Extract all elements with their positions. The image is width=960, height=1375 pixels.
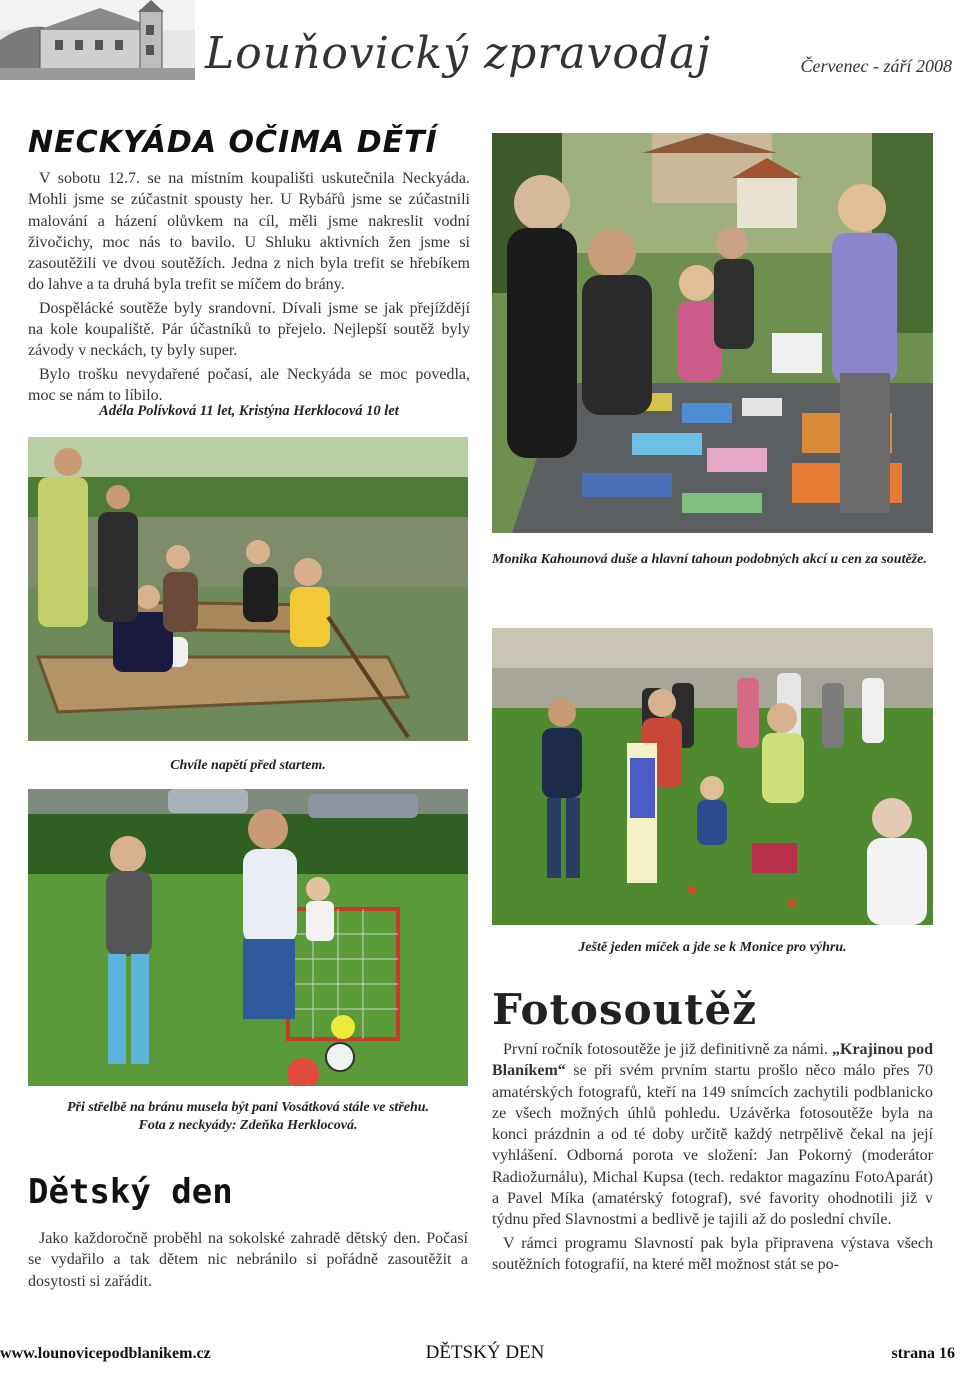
photo-prize-table <box>492 133 933 533</box>
newsletter-title: Louňovický zpravodaj <box>205 28 711 79</box>
photo-goal-shooting <box>28 789 468 1086</box>
paragraph-text: se při svém prvním startu prošlo něco málo přes 70 amatérských fotografů, kteří na 149 snímcích zachytili podblanicko ze všech možných úhlů pohledu. Uzávěrka fotosoutěže byla na konci prázdnin a od té doby určitě každý netrpělivě čekal na její vyhlášení. Odborná porota ve složení: Jan Pokorný (moderátor Radiožurnálu), Michal Kupsa (tech. redaktor magazínu FotoAparát) a Pavel Míka (amatérský fotograf), své favority ohodnotili již v týdnu před Slavnostmi a bedlivě je tajili až do poslední chvíle. <box>492 1062 933 1229</box>
photo-credit: Fota z neckyády: Zdeňka Herklocová. <box>138 1118 358 1133</box>
photo-boats <box>28 437 468 741</box>
caption-boats: Chvíle napětí před startem. <box>170 758 326 773</box>
footer-website-link[interactable]: www.lounovicepodblanikem.cz <box>0 1345 211 1362</box>
heading-fotosoutez: Fotosoutěž <box>492 985 758 1034</box>
footer-page-number: strana 16 <box>891 1345 955 1362</box>
caption-line: Při střelbě na bránu musela být pani Vosátková stále ve střehu. <box>66 1100 430 1115</box>
caption-prize-table: Monika Kahounová duše a hlavní tahoun podobných akcí u cen za soutěže. <box>492 552 927 567</box>
heading-detsky-den: Dětský den <box>28 1172 233 1212</box>
caption-goal-shooting <box>28 1099 468 1135</box>
article-signature: Adéla Polívková 11 let, Kristýna Herklocová 10 let <box>99 403 399 419</box>
paragraph: Dospělácké soutěže byly srandovní. Dívali jsme se jak přejíždějí na kole koupaliště. Pár účastníků to přejelo. Nejlepší soutěž byly závody v neckách, ty byly super. <box>28 299 470 360</box>
photo-ball-game <box>492 628 933 925</box>
paragraph <box>492 1039 933 1231</box>
article-detsky-den-body <box>28 1228 468 1292</box>
article-neckyada-body <box>28 168 470 406</box>
paragraph: Jako každoročně proběhl na sokolské zahradě dětský den. Počasí se vydařilo a tak dětem nic nebránilo si pořádně zasoutěžit a dosytosti si zařádit. <box>28 1230 468 1290</box>
issue-date: Červenec - září 2008 <box>800 56 952 76</box>
masthead-photo <box>0 0 195 80</box>
paragraph: Bylo trošku nevydařené počasí, ale Neckyáda se moc povedla, moc se nám to líbilo. <box>28 365 470 404</box>
caption-ball-game: Ještě jeden míček a jde se k Monice pro výhru. <box>578 940 847 955</box>
footer-section-name: DĚTSKÝ DEN <box>425 1342 545 1363</box>
article-fotosoutez-body <box>492 1039 933 1275</box>
contest-name: „Krajinou pod Blaníkem“ <box>492 1041 933 1080</box>
paragraph: V sobotu 12.7. se na místním koupališti uskutečnila Neckyáda. Mohli jsme se zúčastnit spousty her. U Rybářů jsme se zúčastnili malování a házení olůvkem na cíl, měli jsme nakreslit vodní živočichy, moc nás to bavilo. U Shluku aktivních žen jsme si zasoutěžili ve dvou soutěžích. Jedna z nich byla trefit se hřebíkem do lahve a ta druhá byla trefit se míčem do brány. <box>28 170 470 294</box>
paragraph: V rámci programu Slavností pak byla připravena výstava všech soutěžních fotografií, na které měl možnost stát se po- <box>492 1234 933 1273</box>
paragraph-text: První ročník fotosoutěže je již definitivně za námi. <box>503 1041 832 1058</box>
heading-neckyada: NECKYÁDA OČIMA DĚTÍ <box>28 125 438 160</box>
